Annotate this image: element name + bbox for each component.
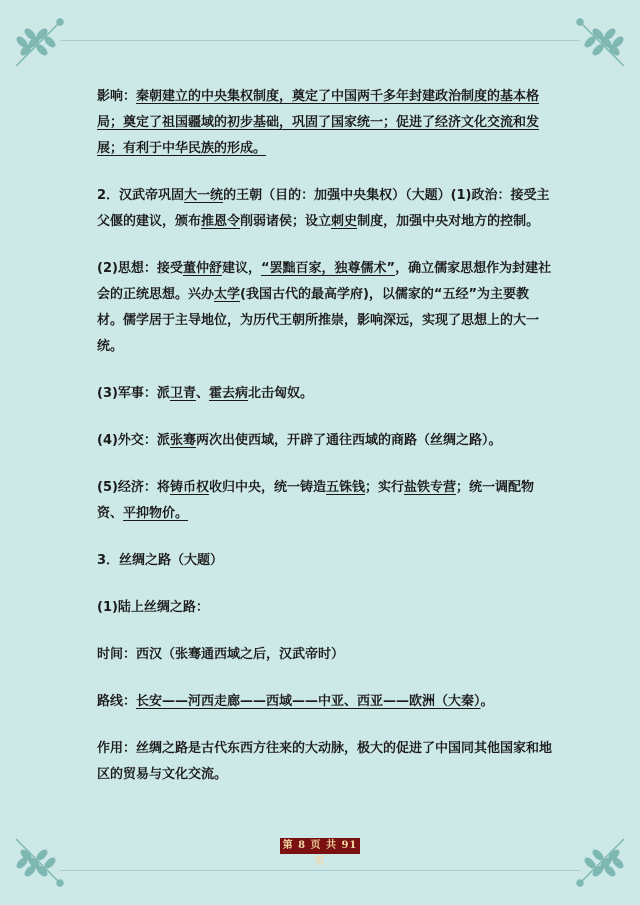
page-number-badge: 第 8 页 共 91 页 [280, 838, 360, 854]
paragraph-time: 时间：西汉（张骞通西域之后，汉武帝时） [97, 647, 345, 662]
underlined-text: 长安——河西走廊——西域——中亚、西亚——欧洲（大秦） [136, 694, 481, 709]
top-frame-line [60, 40, 580, 41]
corner-leaf-ornament-top-left [12, 12, 70, 70]
leaf-branch-icon [570, 835, 628, 893]
underlined-text: 刺史 [331, 214, 358, 229]
document-body [97, 84, 552, 809]
underlined-text: 铸币权 [169, 480, 209, 495]
section-heading-silk-road: 3．丝绸之路（大题） [97, 553, 224, 568]
paragraph-route: 路线：长安——河西走廊——西域——中亚、西亚——欧洲（大秦）。 [97, 694, 494, 709]
underlined-text: 太学 [214, 287, 241, 302]
underlined-text: 推恩令 [201, 214, 241, 229]
corner-leaf-ornament-bottom-left [12, 835, 70, 893]
paragraph-military: (3)军事：派卫青、霍去病北击匈奴。 [97, 386, 313, 401]
paragraph-hanwudi-politics: 2．汉武帝巩固大一统的王朝（目的：加强中央集权）（大题）(1)政治：接受主父偃的建议，颁布推恩令削弱诸侯；设立刺史制度，加强中央对地方的控制。 [97, 188, 550, 229]
subheading-land-silk-road: (1)陆上丝绸之路： [97, 600, 209, 615]
underlined-text: 盐铁专营 [404, 480, 457, 495]
underlined-text: 霍去病 [208, 386, 248, 401]
underlined-text: 大一统 [184, 188, 224, 203]
bottom-frame-line [60, 870, 580, 871]
underlined-text: 董仲舒 [182, 261, 222, 276]
paragraph-diplomacy: (4)外交：派张骞两次出使西域，开辟了通往西域的商路（丝绸之路）。 [97, 433, 502, 448]
paragraph-effect: 作用：丝绸之路是古代东西方往来的大动脉，极大的促进了中国同其他国家和地区的贸易与文化交流。 [97, 741, 553, 782]
paragraph-qin-influence: 影响：秦朝建立的中央集权制度，奠定了中国两千多年封建政治制度的基本格局；奠定了祖国疆域的初步基础，巩固了国家统一；促进了经济文化交流和发展；有利于中华民族的形成。 [97, 89, 540, 156]
paragraph-economy: (5)经济：将铸币权收归中央，统一铸造五铢钱；实行盐铁专营；统一调配物资、平抑物价。 [97, 480, 535, 521]
corner-leaf-ornament-bottom-right [570, 835, 628, 893]
underlined-text: 平抑物价。 [123, 506, 189, 521]
leaf-branch-icon [12, 835, 70, 893]
corner-leaf-ornament-top-right [570, 12, 628, 70]
underlined-text: “罢黜百家，独尊儒术” [260, 261, 396, 276]
paragraph-thought: (2)思想：接受董仲舒建议，“罢黜百家，独尊儒术”，确立儒家思想作为封建社会的正统思想。兴办太学(我国古代的最高学府)，以儒家的“五经”为主要教材。儒学居于主导地位，为历代王朝所推崇，影响深远，实现了思想上的大一统。 [97, 261, 552, 354]
leaf-branch-icon [570, 12, 628, 70]
underlined-text: 五铢钱 [325, 480, 365, 495]
underlined-text: 卫青 [169, 386, 196, 401]
leaf-branch-icon [12, 12, 70, 70]
underlined-text: 秦朝建立的中央集权制度，奠定了中国两千多年封建政治制度的基本格局；奠定了祖国疆域的初步基础，巩固了国家统一；促进了经济文化交流和发展；有利于中华民族的形成。 [97, 89, 540, 156]
underlined-text: 张骞 [169, 433, 196, 448]
